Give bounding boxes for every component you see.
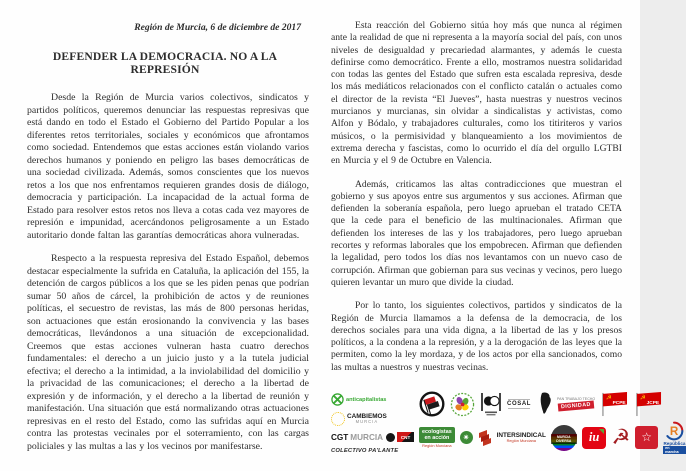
cambiemos-sublabel: MURCIA	[355, 419, 379, 425]
republica-label: República	[663, 441, 686, 447]
jcpe-flag-icon	[634, 391, 663, 417]
right-column	[331, 20, 686, 471]
cosal-logo	[507, 398, 531, 410]
antifascist-flags-icon	[419, 391, 445, 417]
ecologistas-sun-icon: ✷	[460, 431, 473, 444]
murcia-diversa-logo	[551, 425, 577, 451]
ecologistas-sublabel: Región Murciana	[422, 443, 452, 449]
faces-solidarity-icon	[480, 392, 502, 416]
cgt-circle-icon	[386, 433, 395, 442]
logo-left-stack	[331, 391, 414, 454]
cnt-logo: CNT	[397, 432, 414, 442]
colectivo-palante-logo: COLECTIVO PA'LANTE	[331, 448, 399, 455]
ecologistas-logo	[419, 427, 455, 448]
paragraph-1: Desde la Región de Murcia varios colectivos, sindicatos y partidos políticos, queremos denunciar las respuestas represivas que está dando en todo el Estado el Gobierno del Partido Popular a los diferentes retos territoriales, sociales y económicos que afrontamos como sociedad. Entendemos que estas acciones están violando varios derechos humanos y poniendo en peligro las bases democráticas de una sociedad civilizada. Además, somos conscientes que los nuevos retos a los que nos enfrentamos requieren grandes dosis de diálogo, democracia y participación. La incapacidad de la actual forma de Estado para resolver estos retos nos lleva a cotas cada vez mayores de represión e impunidad, acercándonos peligrosamente a un Estado autoritario donde faltan las garantías democráticas ahora vulneradas.	[27, 92, 309, 241]
republica-r-icon	[664, 421, 684, 441]
hammer-sickle-glyph: ☭	[640, 394, 646, 402]
cambiemos-circle-icon	[331, 412, 345, 426]
cosal-line	[508, 408, 530, 409]
pce-hammer-sickle-icon: ☭	[611, 425, 631, 450]
dignidad-top-label: PAN TRABAJO TECHO	[557, 397, 596, 402]
cgt-murcia-logo	[331, 432, 414, 442]
floral-circle-icon	[450, 392, 475, 417]
paragraph-2: Respecto a la respuesta represiva del Estado Español, debemos destacar especialmente la sufrida en Cataluña, la aplicación del 155, la detención de cargos públicos a los que se les piden penas que podrían sumar 50 años de cárcel, la prohibición de actos y de reuniones políticas, el secuestro de revistas, las más de 800 personas heridas, son actuaciones que están erosionando la convivencia y las bases democráticas, llevándonos a una situación de excepcionalidad. Creemos que estas acciones vulneran hasta cuatro derechos fundamentales: el derecho a un juicio justo y a la tutela judicial efectiva; el derecho a la intimidad, a la inviolabilidad del domicilio y la privacidad de las comunicaciones; el derecho a la libertad de expresión y de información, y el derecho a la libertad de reunión y manifestación. Una situación que está normalizando otras actuaciones represivas en el resto del Estado, como las sufridas aquí en Murcia contra las protestas vecinales por el soterramiento, con las cargas policiales y las multas a las y los vecinos por manifestarse.	[27, 253, 309, 452]
cgt-sublabel: MURCIA	[350, 432, 384, 442]
iu-leaf-icon	[599, 429, 604, 434]
republica-en-marcha-logo	[663, 421, 686, 454]
intersindical-flags-icon	[478, 429, 492, 447]
republica-letter: R	[670, 425, 679, 439]
dateline: Región de Murcia, 6 de diciembre de 2017	[134, 22, 301, 33]
murcia-diversa-label: MURCIA DIVERSA	[551, 434, 577, 444]
hammer-sickle-glyph: ☭	[606, 394, 612, 402]
paragraph-3: Esta reacción del Gobierno sitúa hoy más que nunca al régimen ante la realidad de que ni representa a la mayoría social del país, con unos niveles de desigualdad y precariedad alarmantes, y además le cuesta definirse como democrático. Frente a ello, mostramos nuestra solidaridad con todas las gentes del Estado que sufren esta escalada represiva, desde los más mediáticos relacionados con el conflicto catalán o actuales como el director de la revista “El Jueves”, hasta nuestras y nuestros vecinos murcianos y murcianas, sin olvidar a sindicalistas y activistas, como Alfon y Bódalo, y trabajadores culturales, como los titiriteros y varios músicos, o la permisividad y blanqueamiento a los movimientos de extrema derecha y fascistas, como lo ocurrido el día del orgullo LGTBI en Murcia y el 9 de Octubre en Valencia.	[331, 20, 622, 167]
cgt-label: CGT	[331, 432, 349, 442]
cosal-label: COSAL	[507, 401, 532, 408]
anticapitalistas-icon	[331, 393, 344, 406]
intersindical-logo	[497, 432, 546, 443]
page-title: DEFENDER LA DEMOCRACIA. NO A LA REPRESIÓN	[52, 50, 278, 76]
izquierda-unida-logo	[582, 427, 607, 449]
paragraph-5: Por lo tanto, los siguientes colectivos, partidos y sindicatos de la Región de Murcia llamamos a la defensa de la democracia, de los derechos sociales para una vida digna, a la libertad de las y los presos políticos, a la condena a la represión, y a la derogación de las leyes que la permiten, como la ley mordaza, y de los actos por ella sancionados, como las multas a nuestros y nuestras vecinas.	[331, 300, 622, 373]
cambiemos-murcia-logo	[331, 412, 414, 426]
cambiemos-label: CAMBIEMOS	[347, 412, 387, 420]
republica-sublabel: en marcha	[663, 446, 686, 454]
intersindical-sublabel: Región Murciana	[506, 438, 536, 444]
marchas-dignidad-logo	[557, 398, 595, 410]
anticapitalistas-logo	[331, 393, 414, 406]
iu-label: iu	[588, 430, 600, 445]
left-column	[27, 20, 309, 471]
jcpe-label: JCPE	[646, 401, 660, 407]
paragraph-4: Además, criticamos las altas contradicciones que muestran el gobierno y sus apoyos entre sus argumentos y sus acciones. Afirman que defienden la soberanía española, pero luego aprueban el tratado CETA que la cede para el beneficio de las multinacionales. Afirman que defienden los intereses de las y los trabajadores, pero luego aprueban recortes y reformas laborales que los empobrecen. Afirman que defienden la legalidad, pero todos los días nos levantamos con un nuevo caso de corrupción. Afirman que gobiernan para sus vecinas y vecinos, pero luego quieren levantar un muro que divide la ciudad.	[331, 178, 622, 288]
pcpe-label: PCPE	[612, 401, 626, 407]
anticapitalistas-label: anticapitalistas	[346, 396, 387, 403]
latin-america-map-icon	[536, 392, 552, 416]
ecologistas-label-2: en acción	[424, 435, 450, 442]
intersindical-label: INTERSINDICAL	[496, 432, 546, 440]
logo-main-block	[419, 391, 686, 454]
logo-row-1	[419, 391, 686, 417]
ecologistas-label-1: ecologistas	[422, 428, 452, 435]
dignidad-label: DIGNIDAD	[558, 400, 594, 411]
cjc-star-logo: ☆	[635, 426, 658, 449]
signatory-logos	[331, 391, 686, 455]
cosal-line	[508, 399, 530, 400]
pcpe-flag-icon	[600, 391, 629, 417]
logo-row-2	[419, 421, 686, 454]
